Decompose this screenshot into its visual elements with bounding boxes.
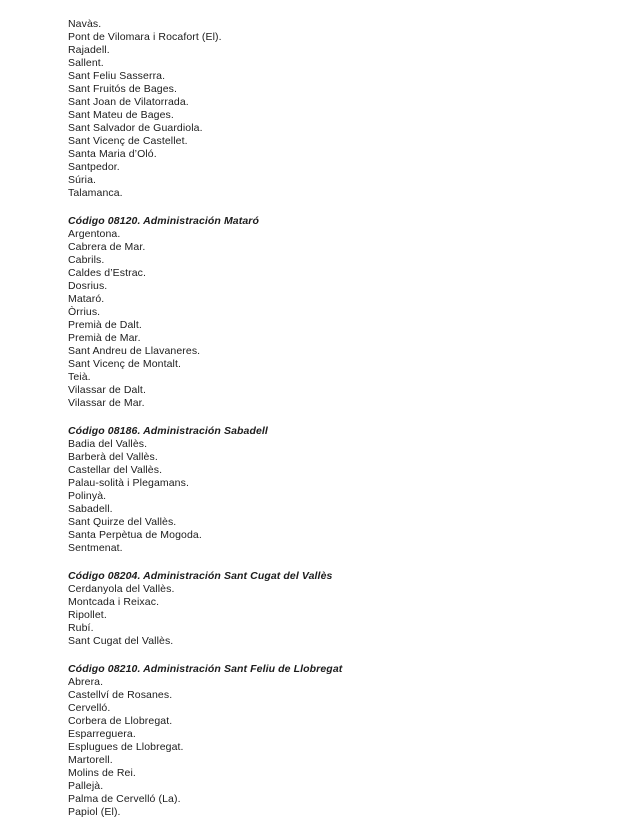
- municipality-item: Dosrius.: [68, 280, 108, 292]
- municipality-item: Sant Fruitós de Bages.: [68, 83, 178, 95]
- municipality-item: Corbera de Llobregat.: [68, 715, 173, 727]
- municipality-section: [68, 570, 622, 648]
- municipality-item: Ripollet.: [68, 609, 107, 621]
- section-heading: Código 08210. Administración Sant Feliu de Llobregat: [68, 663, 343, 675]
- municipality-item: Rajadell.: [68, 44, 110, 56]
- municipality-item: Sant Joan de Vilatorrada.: [68, 96, 189, 108]
- municipality-section: [68, 425, 622, 555]
- municipality-item: Barberà del Vallès.: [68, 451, 158, 463]
- municipality-item: Òrrius.: [68, 306, 101, 318]
- municipality-item: Abrera.: [68, 676, 104, 688]
- municipality-item: Premià de Dalt.: [68, 319, 142, 331]
- municipality-item: Sant Feliu Sasserra.: [68, 70, 166, 82]
- municipality-item: Castellví de Rosanes.: [68, 689, 173, 701]
- municipality-item: Argentona.: [68, 228, 121, 240]
- municipality-item: Cerdanyola del Vallès.: [68, 583, 175, 595]
- municipality-item: Martorell.: [68, 754, 113, 766]
- municipality-item: Mataró.: [68, 293, 105, 305]
- municipality-item: Talamanca.: [68, 187, 123, 199]
- municipality-item: Sabadell.: [68, 503, 113, 515]
- municipality-item: Sant Cugat del Vallès.: [68, 635, 174, 647]
- municipality-item: Santa Maria d’Oló.: [68, 148, 157, 160]
- municipality-item: Vilassar de Dalt.: [68, 384, 146, 396]
- municipality-item: Papiol (El).: [68, 806, 121, 818]
- municipality-item: Santa Perpètua de Mogoda.: [68, 529, 202, 541]
- municipality-item: Cervelló.: [68, 702, 111, 714]
- municipality-item: Sant Quirze del Vallès.: [68, 516, 177, 528]
- municipality-section: [68, 663, 622, 819]
- municipality-item: Sant Vicenç de Montalt.: [68, 358, 182, 370]
- municipality-section: [68, 215, 622, 410]
- municipality-item: Vilassar de Mar.: [68, 397, 145, 409]
- municipality-item: Pallejà.: [68, 780, 104, 792]
- municipality-item: Palau-solità i Plegamans.: [68, 477, 189, 489]
- municipality-item: Premià de Mar.: [68, 332, 141, 344]
- municipality-item: Rubí.: [68, 622, 94, 634]
- section-heading: Código 08204. Administración Sant Cugat del Vallès: [68, 570, 333, 582]
- section-heading: Código 08120. Administración Mataró: [68, 215, 259, 227]
- municipality-item: Castellar del Vallès.: [68, 464, 163, 476]
- municipality-item: Molins de Rei.: [68, 767, 136, 779]
- municipality-item: Palma de Cervelló (La).: [68, 793, 181, 805]
- section-heading: Código 08186. Administración Sabadell: [68, 425, 268, 437]
- municipality-item: Esparreguera.: [68, 728, 136, 740]
- municipality-item: Cabrera de Mar.: [68, 241, 146, 253]
- municipality-item: Sallent.: [68, 57, 104, 69]
- municipality-item: Cabrils.: [68, 254, 105, 266]
- municipality-item: Súria.: [68, 174, 97, 186]
- municipality-item: Montcada i Reixac.: [68, 596, 160, 608]
- document-page: [68, 18, 622, 819]
- municipality-item: Polinyà.: [68, 490, 107, 502]
- municipality-item: Pont de Vilomara i Rocafort (El).: [68, 31, 222, 43]
- municipality-item: Sant Vicenç de Castellet.: [68, 135, 188, 147]
- municipality-item: Santpedor.: [68, 161, 120, 173]
- municipality-item: Esplugues de Llobregat.: [68, 741, 184, 753]
- municipality-item: Badia del Vallès.: [68, 438, 148, 450]
- municipality-item: Teià.: [68, 371, 91, 383]
- municipality-item: Sant Salvador de Guardiola.: [68, 122, 203, 134]
- municipality-item: Sant Andreu de Llavaneres.: [68, 345, 201, 357]
- municipality-item: Sentmenat.: [68, 542, 123, 554]
- municipality-item: Sant Mateu de Bages.: [68, 109, 174, 121]
- municipality-section: [68, 18, 622, 200]
- municipality-item: Navàs.: [68, 18, 102, 30]
- municipality-item: Caldes d’Estrac.: [68, 267, 147, 279]
